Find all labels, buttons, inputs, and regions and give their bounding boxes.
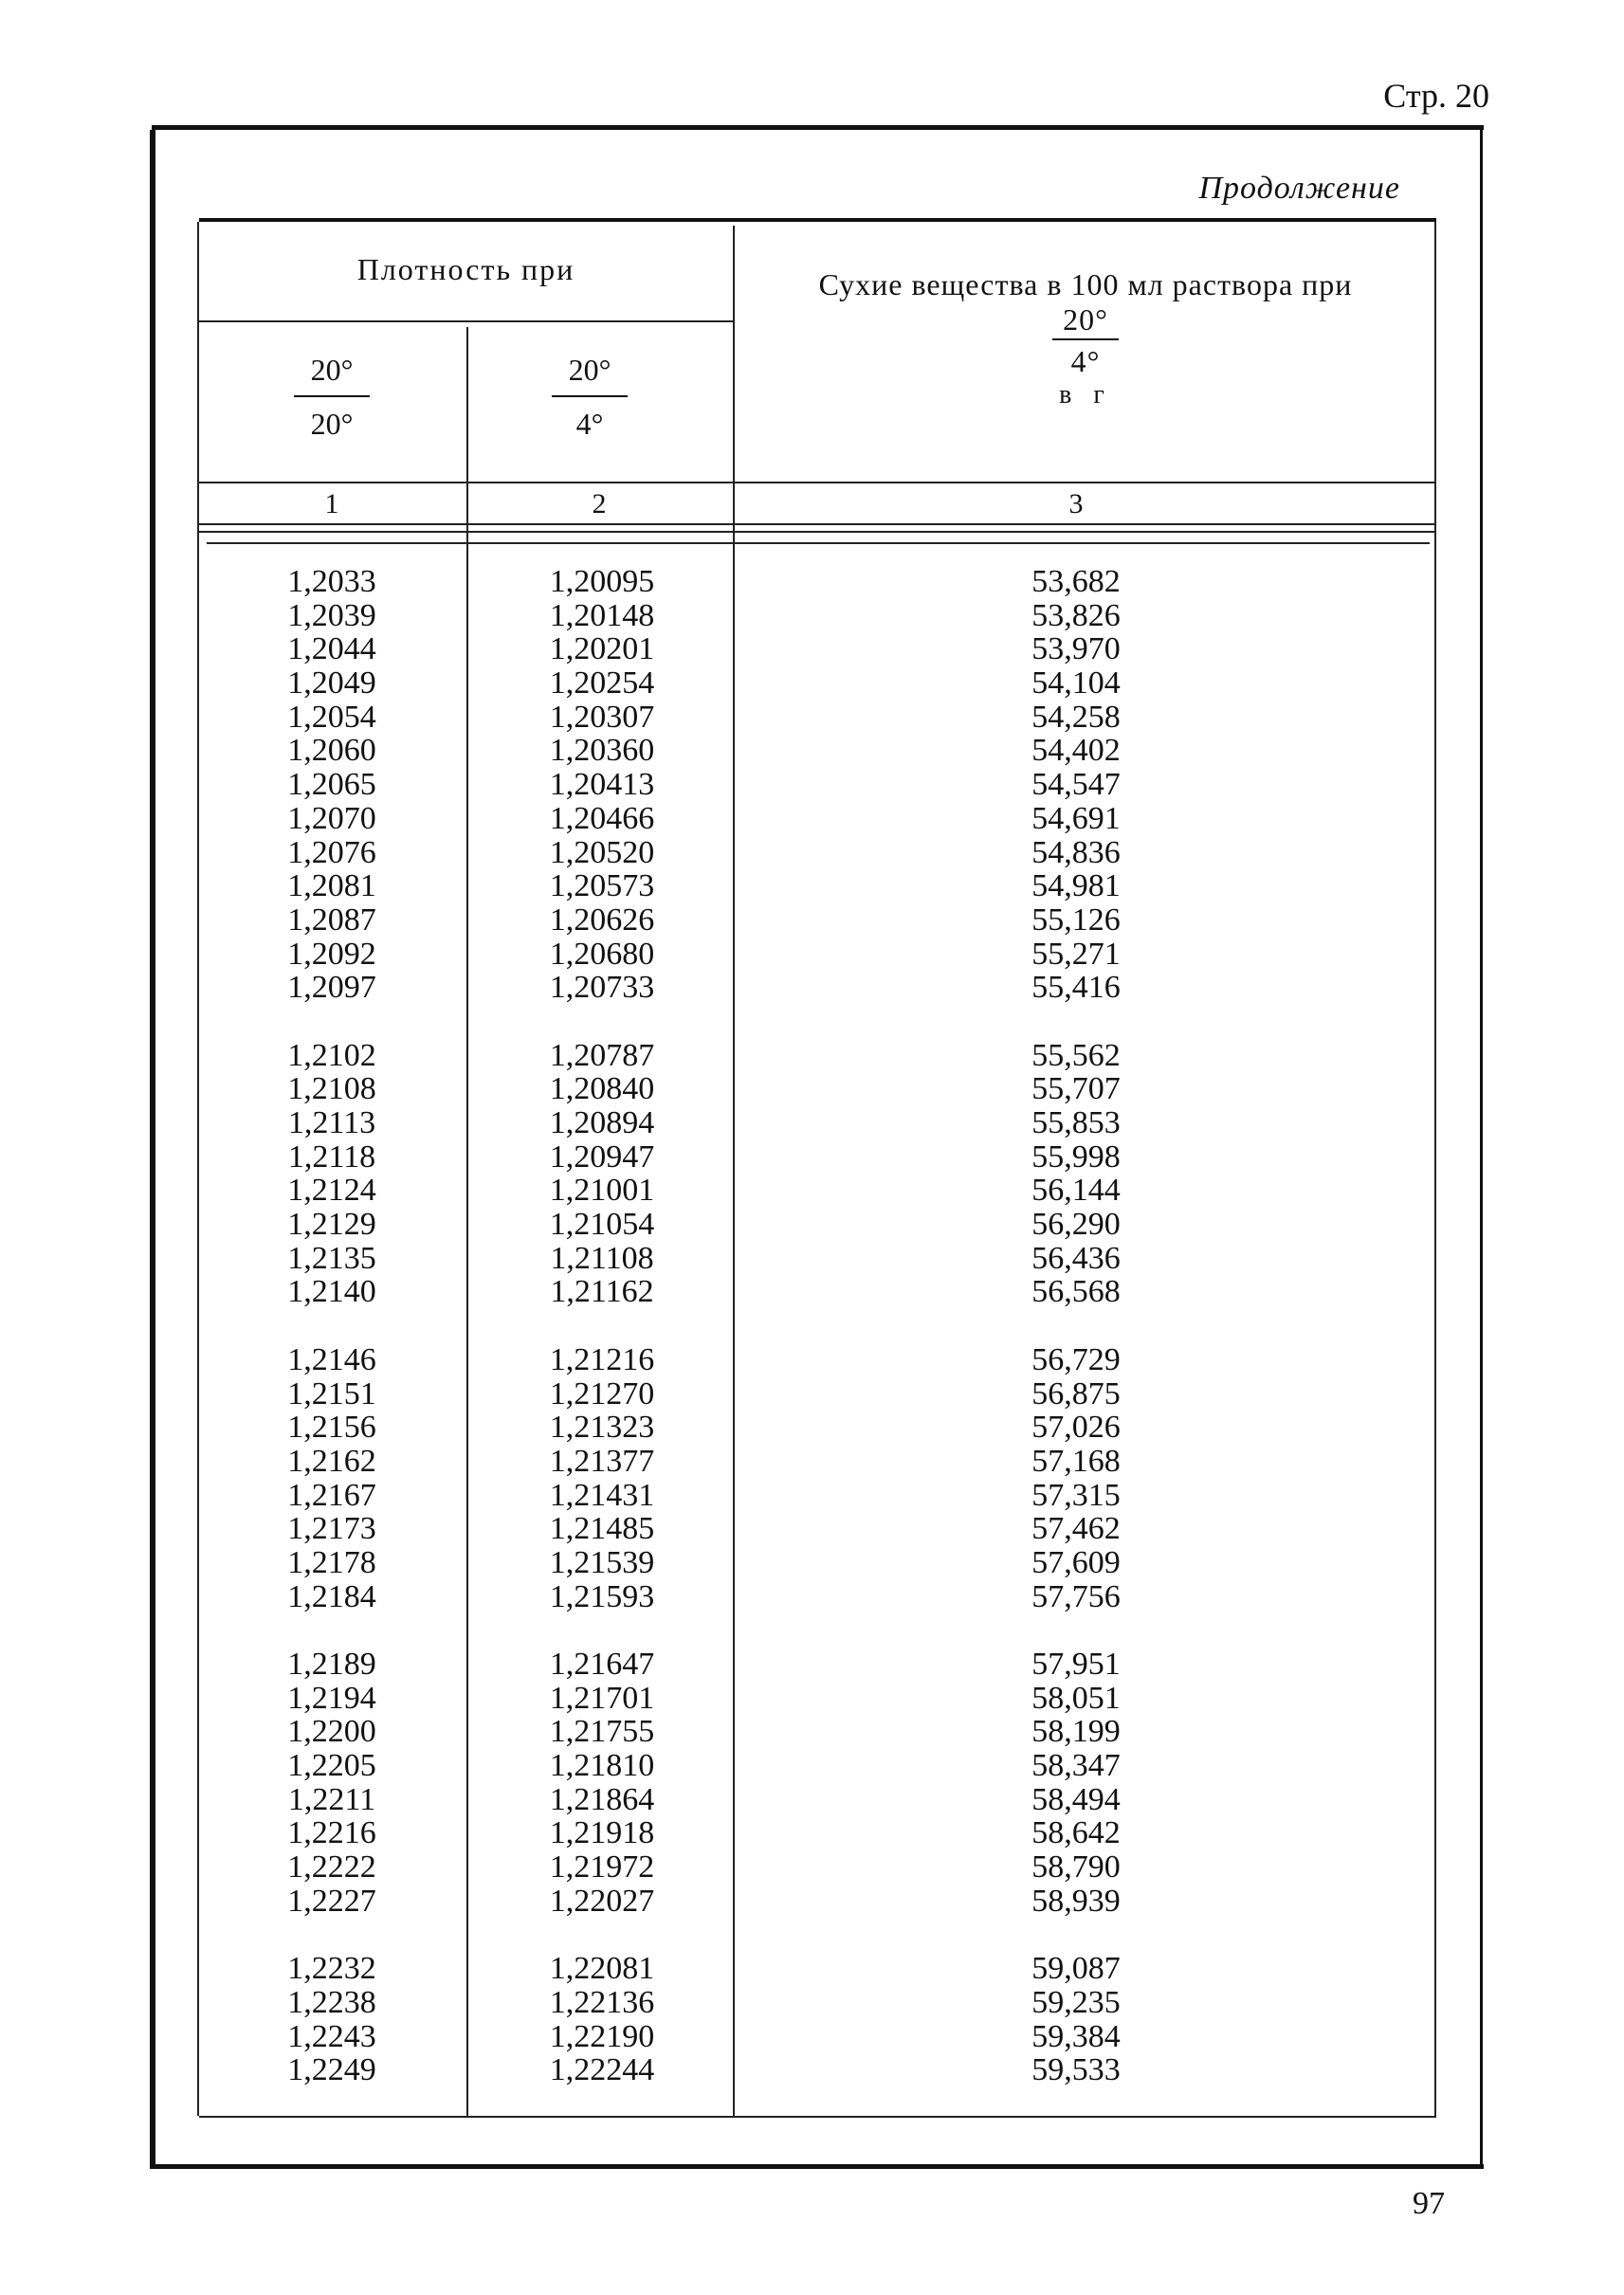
table-cell-col2: 1,21431 [549,1477,655,1513]
table-cell-col2: 1,20307 [549,699,655,735]
column-number-rule-bottom [199,531,1436,533]
col2-header-numerator: 20° [568,353,611,387]
table-cell-col2: 1,20573 [549,868,655,904]
table-cell-col2: 1,22027 [549,1883,655,1919]
table-cell-col1: 1,2194 [287,1680,376,1716]
table-cell-col2: 1,20840 [549,1071,655,1107]
table-cell-col1: 1,2232 [287,1951,376,1987]
table-cell-col3: 54,547 [1031,767,1121,803]
table-cell-col3: 57,315 [1031,1477,1121,1513]
table-cell-col1: 1,2049 [287,665,376,701]
table-cell-col1: 1,2189 [287,1647,376,1682]
table-cell-col2: 1,21701 [549,1680,655,1716]
col1-header-denominator: 20° [310,407,354,441]
column-number-1: 1 [324,488,339,519]
density-20-4-column [531,565,673,2087]
table-cell-col1: 1,2238 [287,1984,376,2020]
density-20-20-column [275,565,389,2087]
group-spacer [1014,1005,1138,1039]
table-cell-col3: 53,682 [1031,564,1121,599]
table-cell-col2: 1,20520 [549,834,655,870]
table-cell-col1: 1,2227 [287,1883,376,1919]
table-cell-col2: 1,21918 [549,1815,655,1851]
table-cell-col1: 1,2249 [287,2052,376,2088]
table-cell-col2: 1,22190 [549,2018,655,2054]
table-cell-col2: 1,21108 [550,1240,654,1276]
table-cell-col2: 1,20095 [549,564,655,599]
table-cell-col3: 58,939 [1031,1883,1121,1919]
group-spacer [531,1309,673,1343]
density-group-header: Плотность при [356,252,575,286]
table-cell-col3: 59,235 [1031,1984,1121,2020]
table-cell-col3: 58,199 [1031,1714,1121,1750]
table-cell-col3: 57,168 [1031,1443,1121,1479]
table-cell-col1: 1,2118 [287,1138,376,1175]
table-cell-col1: 1,2222 [287,1849,376,1885]
continuation-label: Продолжение [1198,171,1400,206]
table-cell-col2: 1,22244 [549,2052,655,2088]
column-divider-2 [733,226,735,2116]
table-cell-col3: 55,853 [1031,1105,1121,1140]
table-cell-col1: 1,2039 [287,597,376,633]
col2-header [542,353,637,442]
table-cell-col3: 54,104 [1031,665,1121,701]
table-cell-col2: 1,21270 [549,1375,655,1412]
table-cell-col1: 1,2140 [287,1274,376,1310]
table-cell-col2: 1,20787 [549,1037,655,1073]
col1-header [284,353,379,442]
table-cell-col2: 1,22081 [549,1951,655,1987]
page-number: 97 [1413,2186,1445,2221]
column-number-2: 2 [592,488,607,519]
table-cell-col2: 1,21810 [549,1748,655,1784]
table-cell-col2: 1,20466 [549,800,655,836]
col1-fraction-bar [294,395,370,397]
col3-fraction-denominator: 4° [1070,344,1101,378]
body-rule [207,542,1430,544]
table-cell-col1: 1,2167 [287,1477,376,1513]
table-cell-col1: 1,2162 [287,1443,376,1479]
column-divider-1 [466,327,468,2116]
table-cell-col2: 1,20360 [549,733,655,769]
group-header-rule [199,320,733,322]
dry-substance-column [1014,565,1138,2087]
table-cell-col3: 55,416 [1031,970,1121,1006]
table-cell-col2: 1,21539 [549,1544,655,1580]
table-cell-col1: 1,2178 [287,1544,376,1580]
table-cell-col1: 1,2076 [287,834,376,870]
table-cell-col1: 1,2146 [287,1341,376,1377]
table-cell-col1: 1,2211 [287,1781,376,1817]
table-cell-col2: 1,21755 [549,1714,655,1750]
table-cell-col3: 56,729 [1031,1341,1121,1377]
table-cell-col3: 59,087 [1031,1951,1121,1987]
page-label: Стр. 20 [1383,77,1489,115]
table-cell-col3: 59,384 [1031,2018,1121,2054]
table-cell-col3: 56,144 [1031,1173,1121,1209]
group-spacer [275,1309,389,1343]
table-cell-col3: 53,970 [1031,631,1121,667]
table-cell-col1: 1,2070 [287,800,376,836]
table-cell-col1: 1,2205 [287,1748,376,1784]
table-cell-col1: 1,2216 [287,1815,376,1851]
table-cell-col1: 1,2087 [287,902,376,938]
table-cell-col3: 55,562 [1031,1037,1121,1073]
table-cell-col1: 1,2200 [287,1714,376,1750]
table-cell-col3: 56,436 [1031,1240,1121,1276]
table-cell-col1: 1,2124 [287,1173,376,1209]
table-cell-col2: 1,20254 [549,665,655,701]
table-cell-col2: 1,21162 [550,1274,654,1310]
table-cell-col2: 1,20733 [549,970,655,1006]
table-cell-col2: 1,20148 [549,597,655,633]
table-cell-col3: 53,826 [1031,597,1121,633]
col3-header-unit: в г [1059,380,1112,410]
table-cell-col3: 58,051 [1031,1680,1121,1716]
group-spacer [275,1919,389,1953]
table-cell-col2: 1,21593 [549,1578,655,1614]
table-cell-col3: 55,271 [1031,936,1121,972]
group-spacer [1014,1919,1138,1953]
table-cell-col1: 1,2156 [287,1410,376,1446]
table-cell-col3: 54,836 [1031,834,1121,870]
table-cell-col3: 58,790 [1031,1849,1121,1885]
table-cell-col3: 55,126 [1031,902,1121,938]
group-spacer [1014,1613,1138,1648]
table-cell-col2: 1,22136 [549,1984,655,2020]
col3-fraction-numerator: 20° [1063,302,1108,337]
table-cell-col2: 1,21377 [549,1443,655,1479]
table-cell-col2: 1,21972 [549,1849,655,1885]
table-cell-col2: 1,21647 [549,1647,655,1682]
table-cell-col1: 1,2060 [287,733,376,769]
table-cell-col2: 1,20680 [549,936,655,972]
table-cell-col2: 1,20413 [549,767,655,803]
table-cell-col3: 57,026 [1031,1410,1121,1446]
table-cell-col2: 1,20947 [549,1138,655,1175]
table-cell-col3: 54,402 [1031,733,1121,769]
table-cell-col1: 1,2151 [287,1375,376,1412]
table-cell-col3: 55,707 [1031,1071,1121,1107]
group-spacer [531,1613,673,1648]
table-cell-col3: 58,347 [1031,1748,1121,1784]
table-cell-col1: 1,2065 [287,767,376,803]
table-cell-col2: 1,21485 [549,1511,655,1547]
table-cell-col3: 56,568 [1031,1274,1121,1310]
table-cell-col3: 57,462 [1031,1511,1121,1547]
table-cell-col2: 1,20626 [549,902,655,938]
table-cell-col3: 54,981 [1031,868,1121,904]
table-cell-col3: 54,258 [1031,699,1121,735]
table-cell-col3: 56,290 [1031,1207,1121,1243]
table-cell-col1: 1,2092 [287,936,376,972]
table-cell-col3: 58,494 [1031,1781,1121,1817]
table-cell-col1: 1,2054 [287,699,376,735]
group-spacer [275,1005,389,1039]
frame-right-rule [1480,130,1483,2168]
frame-bottom-rule [150,2164,1484,2169]
col1-header-numerator: 20° [310,353,354,387]
table-cell-col1: 1,2243 [287,2018,376,2054]
table-cell-col2: 1,21001 [549,1173,655,1209]
table-cell-col3: 55,998 [1031,1138,1121,1175]
table-left-rule [197,222,199,2116]
table-cell-col3: 58,642 [1031,1815,1121,1851]
table-cell-col2: 1,21323 [549,1410,655,1446]
col3-header [739,267,1432,410]
table-cell-col1: 1,2044 [287,631,376,667]
table-cell-col1: 1,2097 [287,970,376,1006]
frame-left-rule [150,130,155,2168]
table-cell-col2: 1,20201 [549,631,655,667]
table-cell-col1: 1,2108 [287,1071,376,1107]
table-right-rule [1434,222,1436,2116]
table-cell-col3: 57,951 [1031,1647,1121,1682]
column-number-3: 3 [1068,488,1084,519]
table-top-rule [199,218,1436,222]
col2-fraction-bar [552,395,628,397]
table-cell-col1: 1,2081 [287,868,376,904]
group-spacer [531,1919,673,1953]
group-spacer [531,1005,673,1039]
col2-header-denominator: 4° [575,407,604,441]
table-cell-col1: 1,2135 [287,1240,376,1276]
group-spacer [275,1613,389,1648]
table-cell-col1: 1,2184 [287,1578,376,1614]
table-cell-col2: 1,20894 [549,1105,655,1140]
table-cell-col1: 1,2129 [287,1207,376,1243]
header-rule [199,482,1436,483]
table-cell-col3: 56,875 [1031,1375,1121,1412]
column-number-rule-top [199,523,1436,525]
table-cell-col2: 1,21054 [549,1207,655,1243]
group-spacer [1014,1309,1138,1343]
col3-header-fraction [1052,302,1119,378]
col3-fraction-bar [1052,338,1119,340]
table-cell-col3: 57,609 [1031,1544,1121,1580]
table-cell-col3: 59,533 [1031,2052,1121,2088]
table-cell-col2: 1,21216 [549,1341,655,1377]
col3-header-title: Сухие вещества в 100 мл раствора при [818,267,1353,301]
table-cell-col1: 1,2113 [287,1105,376,1140]
table-cell-col3: 54,691 [1031,800,1121,836]
table-bottom-rule [199,2116,1436,2118]
table-cell-col1: 1,2033 [287,564,376,599]
table-cell-col3: 57,756 [1031,1578,1121,1614]
frame-top-rule [152,125,1484,130]
table-cell-col2: 1,21864 [549,1781,655,1817]
table-cell-col1: 1,2102 [287,1037,376,1073]
table-cell-col1: 1,2173 [287,1511,376,1547]
